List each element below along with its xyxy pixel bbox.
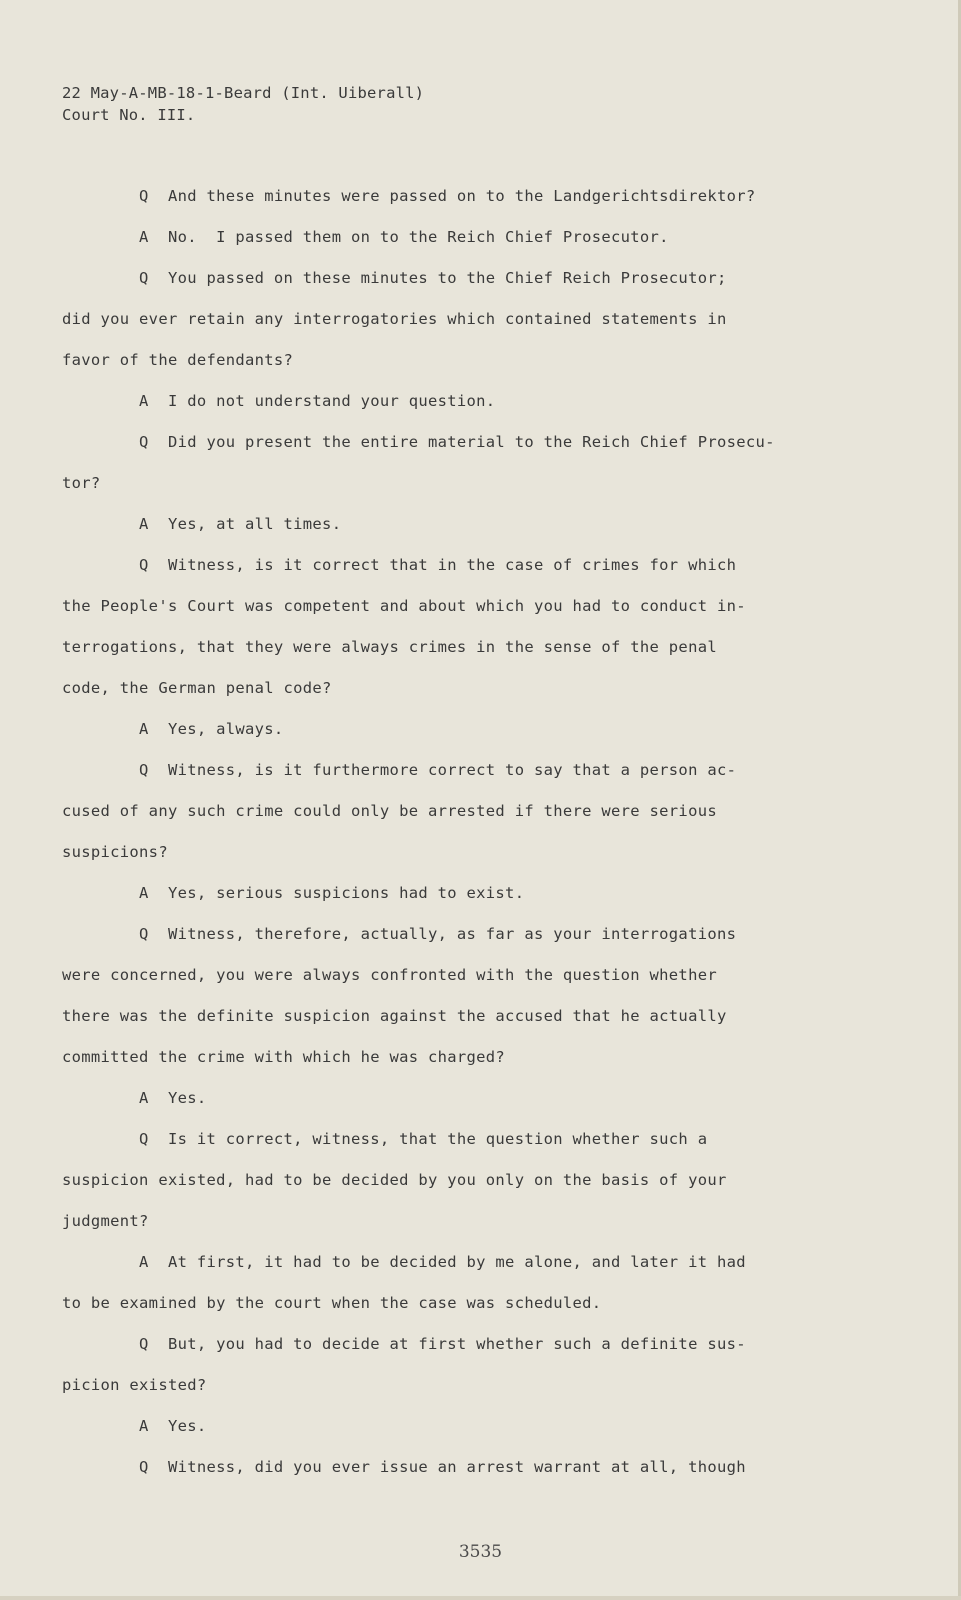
transcript-line: Q Witness, is it furthermore correct to say that a person ac- [62, 761, 737, 779]
document-header [62, 82, 424, 126]
transcript-line: committed the crime with which he was charged? [62, 1048, 506, 1066]
transcript-line: were concerned, you were always confronted with the question whether [62, 966, 717, 984]
transcript-line: suspicions? [62, 843, 168, 861]
transcript-line: to be examined by the court when the case was scheduled. [62, 1294, 602, 1312]
transcript-line: picion existed? [62, 1376, 207, 1394]
transcript-line: A Yes. [62, 1089, 207, 1107]
transcript-line: A Yes, serious suspicions had to exist. [62, 884, 525, 902]
transcript-line: cused of any such crime could only be arrested if there were serious [62, 802, 717, 820]
transcript-line: A Yes, always. [62, 720, 284, 738]
transcript-line: did you ever retain any interrogatories which contained statements in [62, 310, 727, 328]
transcript-line: tor? [62, 474, 101, 492]
transcript-line: Q And these minutes were passed on to the Landgerichtsdirektor? [62, 187, 756, 205]
transcript-line: A I do not understand your question. [62, 392, 496, 410]
page-bottom-edge [0, 1596, 961, 1600]
transcript-line: the People's Court was competent and about which you had to conduct in- [62, 597, 746, 615]
transcript-line: A Yes, at all times. [62, 515, 342, 533]
transcript-line: Q Witness, did you ever issue an arrest warrant at all, though [62, 1458, 746, 1476]
header-case-line: 22 May-A-MB-18-1-Beard (Int. Uiberall) [62, 84, 425, 102]
transcript-line: A Yes. [62, 1417, 207, 1435]
transcript-line: Q Witness, is it correct that in the case of crimes for which [62, 556, 737, 574]
transcript-line: terrogations, that they were always crimes in the sense of the penal [62, 638, 717, 656]
transcript-line: favor of the defendants? [62, 351, 294, 369]
transcript-line: A No. I passed them on to the Reich Chief Prosecutor. [62, 228, 669, 246]
transcript-line: Q Is it correct, witness, that the question whether such a [62, 1130, 708, 1148]
transcript-line: judgment? [62, 1212, 149, 1230]
transcript-line: there was the definite suspicion against the accused that he actually [62, 1007, 727, 1025]
transcript-line: Q Witness, therefore, actually, as far as your interrogations [62, 925, 737, 943]
header-court-line: Court No. III. [62, 106, 196, 124]
transcript-line: Q Did you present the entire material to the Reich Chief Prosecu- [62, 433, 775, 451]
transcript-line: A At first, it had to be decided by me alone, and later it had [62, 1253, 746, 1271]
page-number: 3535 [458, 1542, 503, 1562]
transcript-line: Q But, you had to decide at first whether such a definite sus- [62, 1335, 746, 1353]
transcript-line: suspicion existed, had to be decided by you only on the basis of your [62, 1171, 727, 1189]
transcript-line: Q You passed on these minutes to the Chief Reich Prosecutor; [62, 269, 727, 287]
transcript-line: code, the German penal code? [62, 679, 332, 697]
